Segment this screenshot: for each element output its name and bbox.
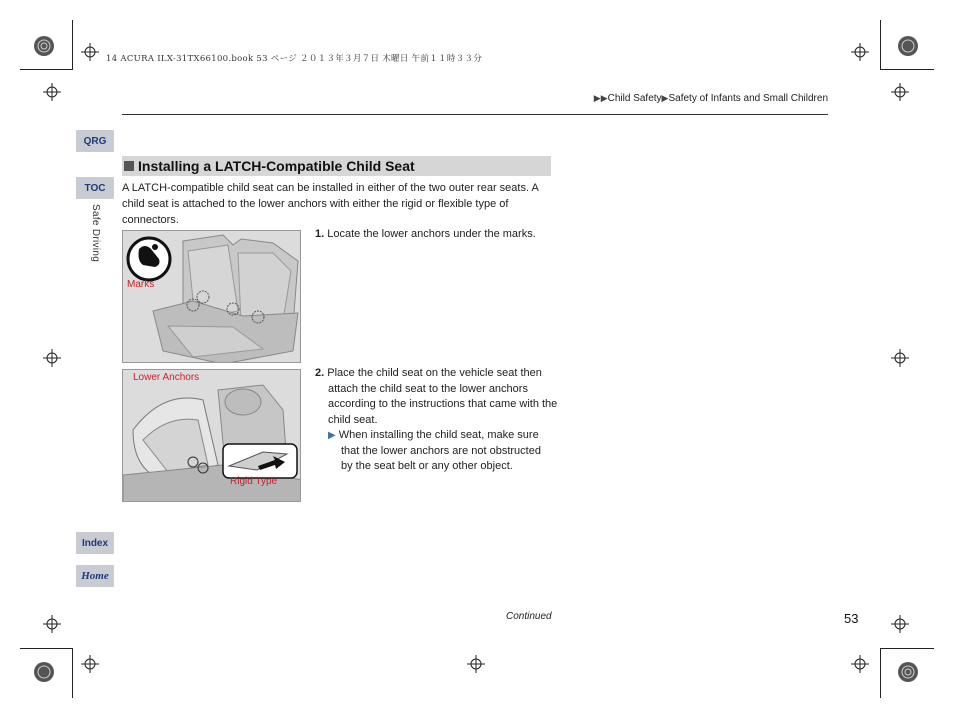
- crosshair-icon: [43, 83, 61, 101]
- crosshair-icon: [81, 655, 99, 673]
- note-arrow-icon: ▶: [328, 430, 336, 441]
- index-button[interactable]: Index: [76, 532, 114, 554]
- page-number: 53: [844, 611, 859, 626]
- rear-seat-illustration: [123, 231, 301, 363]
- section-heading: [122, 156, 551, 176]
- continued-label: Continued: [506, 611, 552, 622]
- crosshair-icon: [851, 655, 869, 673]
- breadcrumb-separator: ▶: [661, 93, 669, 103]
- breadcrumb-parent-link[interactable]: Child Safety: [607, 93, 662, 104]
- crosshair-icon: [43, 349, 61, 367]
- registration-target-icon: [33, 35, 55, 57]
- crosshair-icon: [891, 615, 909, 633]
- breadcrumb-current: Safety of Infants and Small Children: [668, 93, 828, 104]
- section-title: Installing a LATCH-Compatible Child Seat: [138, 158, 415, 174]
- header-divider: [122, 114, 828, 115]
- registration-target-icon: [897, 35, 919, 57]
- child-seat-anchor-figure: [122, 369, 301, 502]
- step-1-text: Locate the lower anchors under the marks.: [327, 228, 536, 240]
- chapter-label: Safe Driving: [90, 204, 101, 263]
- crosshair-icon: [467, 655, 485, 673]
- breadcrumb-arrows: ▶▶: [593, 93, 608, 103]
- step-1: [315, 227, 551, 243]
- section-intro: A LATCH-compatible child seat can be installed in either of the two outer rear seats. A child seat is attached to the lower anchors with either the rigid or flexible type of connectors.: [122, 182, 539, 226]
- lower-anchors-label: Lower Anchors: [133, 372, 200, 383]
- crosshair-icon: [891, 349, 909, 367]
- crosshair-icon: [81, 43, 99, 61]
- step-2-note: [328, 428, 551, 475]
- registration-target-icon: [897, 661, 919, 683]
- crosshair-icon: [43, 615, 61, 633]
- home-button[interactable]: Home: [76, 565, 114, 587]
- qrg-button[interactable]: QRG: [76, 130, 114, 152]
- step-1-number: 1.: [315, 228, 325, 240]
- step-2-number: 2.: [315, 367, 325, 379]
- print-header: 14 ACURA ILX-31TX66100.book 53 ページ ２０１３年３月７日 木曜日 午前１１時３３分: [106, 54, 483, 64]
- crosshair-icon: [891, 83, 909, 101]
- rear-seat-marks-figure: [122, 230, 301, 363]
- note-text: When installing the child seat, make sure that the lower anchors are not obstructed by the seat belt or any other object.: [338, 429, 541, 472]
- step-2: [315, 366, 562, 428]
- marks-label: Marks: [127, 279, 155, 290]
- rigid-type-label: Rigid Type: [230, 476, 278, 487]
- toc-button[interactable]: TOC: [76, 177, 114, 199]
- step-2-text: Place the child seat on the vehicle seat then attach the child seat to the lower anchors according to the instructions that came with the child seat.: [327, 367, 558, 426]
- section-bullet-icon: [124, 161, 134, 171]
- crosshair-icon: [851, 43, 869, 61]
- breadcrumb: [594, 93, 828, 104]
- registration-target-icon: [33, 661, 55, 683]
